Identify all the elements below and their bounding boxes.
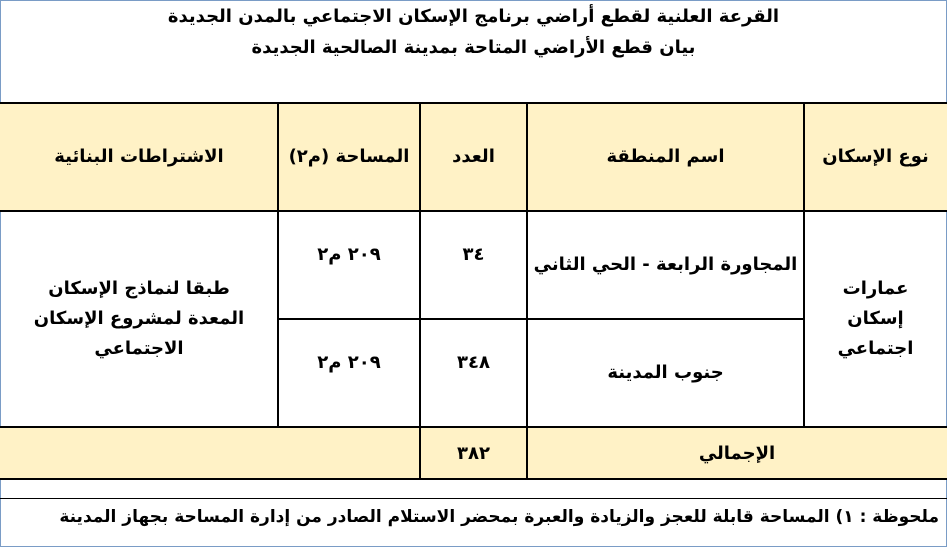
header-area-name: اسم المنطقة: [527, 102, 804, 211]
footnote: ملحوظة : ١) المساحة قابلة للعجز والزيادة والعبرة بمحضر الاستلام الصادر من إدارة المساحة بجهاز المدينة: [59, 507, 939, 527]
total-count: ٣٨٢: [420, 427, 527, 480]
header-housing-type: نوع الإسكان: [804, 102, 947, 211]
row1-area-name: المجاورة الرابعة - الحي الثاني: [533, 254, 798, 275]
header-conditions: الاشتراطات البنائية: [0, 102, 278, 211]
conditions-value: طبقا لنماذج الإسكان المعدة لمشروع الإسكان الاجتماعي: [33, 278, 245, 359]
housing-type-value: عمارات إسكان اجتماعي: [837, 278, 914, 359]
row1-size: ٢٠٩ م٢: [317, 244, 381, 265]
row2-size: ٢٠٩ م٢: [317, 352, 381, 373]
table-border-bottom: [0, 478, 947, 480]
header-size: المساحة (م٢): [278, 102, 420, 211]
row2-count: ٣٤٨: [457, 352, 490, 373]
header-count: العدد: [420, 102, 527, 211]
plots-table: [0, 102, 947, 480]
document-title: القرعة العلنية لقطع أراضي برنامج الإسكان الاجتماعي بالمدن الجديدة: [167, 6, 780, 27]
col-divider-size: [277, 102, 279, 427]
row2-area-name: جنوب المدينة: [607, 362, 724, 383]
col-divider-area: [526, 102, 528, 480]
row-divider: [278, 318, 804, 320]
note-separator: [0, 498, 947, 499]
col-divider-type: [803, 102, 805, 427]
total-empty-cell: [0, 427, 420, 480]
row1-count: ٣٤: [462, 244, 485, 265]
col-divider-count: [419, 102, 421, 480]
document-subtitle: بيان قطع الأراضي المتاحة بمدينة الصالحية الجديدة: [251, 37, 696, 58]
total-label: الإجمالي: [527, 427, 947, 480]
